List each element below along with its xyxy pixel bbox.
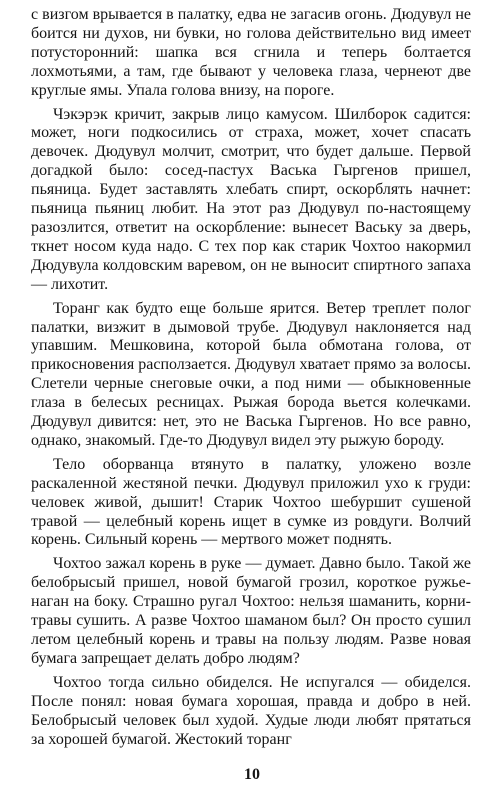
paragraph: Тело оборванца втянуто в палатку, уложено возле раскаленной жестяной печки. Дюдувул приложил ухо к груди: человек живой, дышит! Старик Чохтоо шебуршит сушеной травой — целебный корень ищет в сумке из ровдуги. Волчий корень. Сильный корень — мертвого может поднять.	[31, 455, 471, 549]
paragraph: Чохтоо зажал корень в руке — думает. Давно было. Такой же белобрысый пришел, новой бумагой грозил, короткое ружье-наган на боку. Страшно ругал Чохтоо: нельзя шаманить, корни-травы сушить. А разве Чохтоо шаманом был? Он просто сушил летом целебный корень и травы на пользу людям. Разве новая бумага запрещает делать добро людям?	[31, 555, 471, 667]
paragraph-continuation: с визгом врывается в палатку, едва не загасив огонь. Дюдувул не боится ни духов, ни бувки, но голова действительно вид имеет потусторонний: шапка вся сгнила и теперь болтается лохмотьями, а там, где бывают у человека глаза, чернеют две круглые ямы. Упала голова внизу, на пороге.	[31, 6, 471, 99]
paragraph: Торанг как будто еще больше ярится. Ветер треплет полог палатки, визжит в дымовой трубе. Дюдувул наклоняется над упавшим. Мешковина, которой была обмотана голова, от прикосновения расползается. Дюдувул хватает прямо за волосы. Слетели черные снеговые очки, а под ними — обыкновенные глаза в белесых ресницах. Рыжая борода вьется колечками. Дюдувул дивится: нет, это не Васька Гыргенов. Но все равно, однако, знакомый. Где-то Дюдувул видел эту рыжую бороду.	[31, 299, 471, 449]
page-text-body	[31, 6, 471, 749]
page-number: 10	[244, 766, 260, 783]
paragraph: Чэкэрэк кричит, закрыв лицо камусом. Шилборок садится: может, ноги подкосились от страха, может, хочет спасать девочек. Дюдувул молчит, смотрит, что будет дальше. Первой догадкой было: сосед-пастух Васька Гыргенов пришел, пьяница. Будет заставлять хлебать спирт, оскорблять начнет: пьяница пьяниц любит. На этот раз Дюдувул по-настоящему разозлится, ответит на оскорбление: вынесет Ваську за дверь, ткнет носом куда надо. С тех пор как старик Чохтоо накормил Дюдувула колдовским варевом, он не выносит спиртного запаха — лихотит.	[31, 105, 471, 293]
paragraph: Чохтоо тогда сильно обиделся. Не испугался — обиделся. После понял: новая бумага хорошая, правда и добро в ней. Белобрысый человек был худой. Худые люди любят прятаться за хорошей бумагой. Жестокий торанг	[31, 673, 471, 748]
